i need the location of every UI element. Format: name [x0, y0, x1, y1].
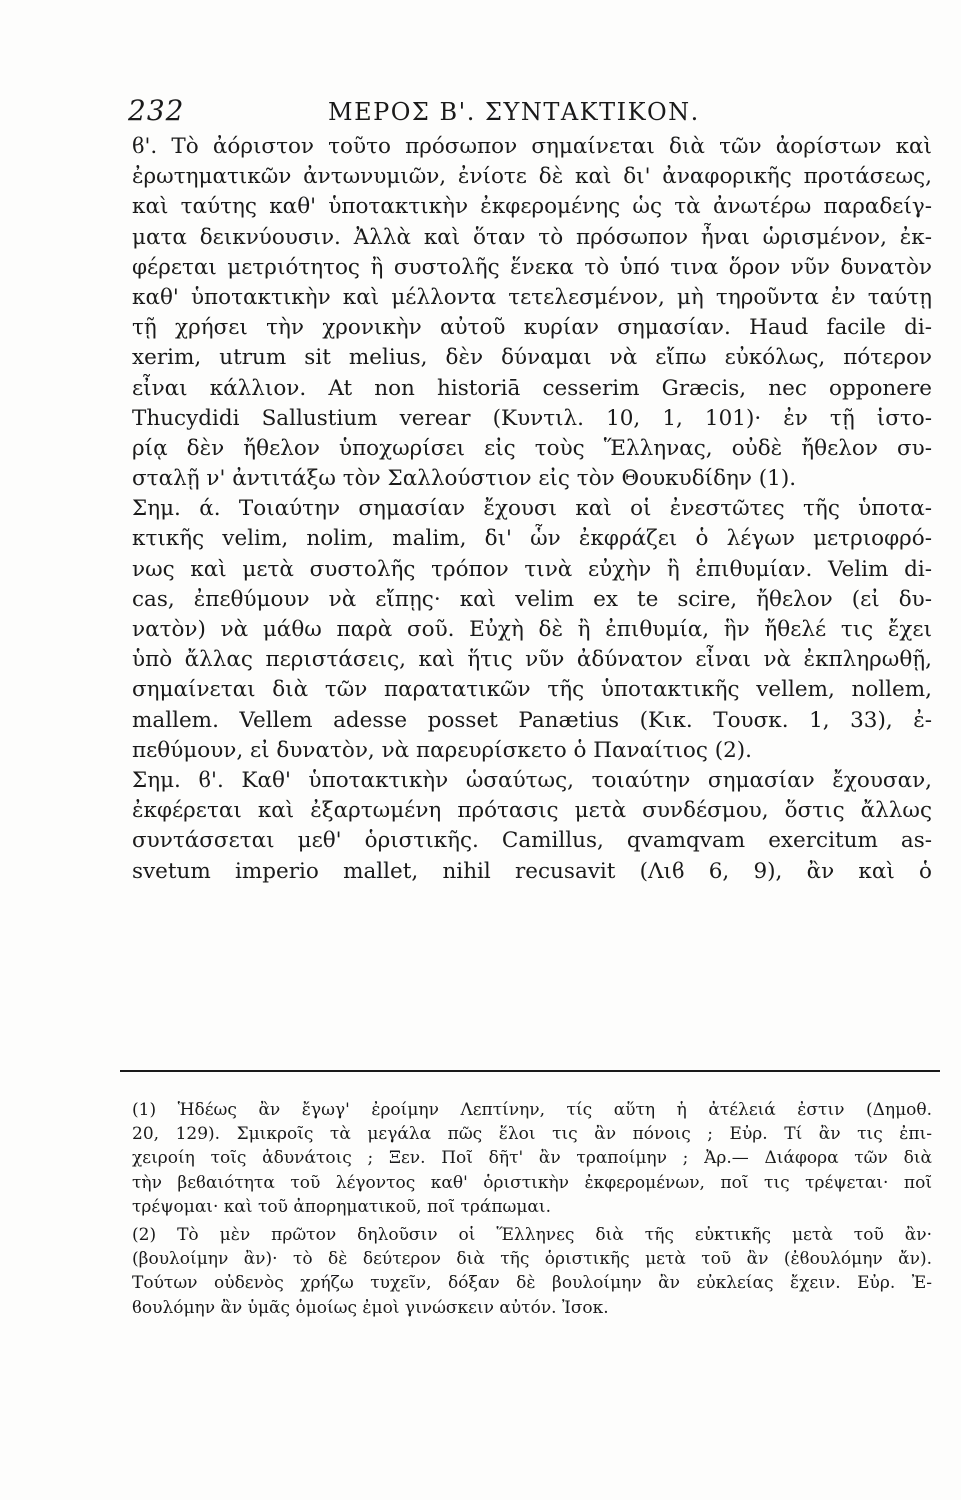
running-title: ΜΕΡΟΣ Β'. ΣΥΝΤΑΚΤΙΚΟΝ. — [328, 98, 700, 126]
text-line: κτικῆς velim, nolim, malim, δι' ὧν ἐκφράζει ὁ λέγων μετριοφρό- — [132, 526, 932, 552]
text-line: ϐ'. Τὸ ἀόριστον τοῦτο πρόσωπον σημαίνεται διὰ τῶν ἀορίστων καὶ — [132, 134, 932, 159]
text-line: σημαίνεται διὰ τῶν παρατατικῶν τῆς ὑποτακτικῆς vellem, nollem, — [132, 677, 932, 703]
footnote-2 — [132, 1223, 932, 1320]
text-line: νως καὶ μετὰ συστολῆς τρόπον τινὰ εὐχὴν ἢ ἐπιθυμίαν. Velim di- — [132, 556, 932, 582]
text-line: φέρεται μετριότητος ἢ συστολῆς ἕνεκα τὸ ὑπό τινα ὅρον νῦν δυνατὸν — [132, 254, 932, 280]
text-line: καθ' ὑποτακτικὴν καὶ μέλλοντα τετελεσμένον, μὴ τηροῦντα ἐν ταύτῃ — [132, 284, 932, 310]
page-header — [128, 94, 938, 134]
main-text — [132, 132, 932, 887]
text-line: σταλῇ ν' ἀντιτάξω τὸν Σαλλούστιον εἰς τὸν Θουκυδίδην (1). — [132, 466, 797, 492]
footnote-line: Τούτων οὐδενὸς χρήζω τυχεῖν, δόξαν δὲ βουλοίμην ἂν εὐκλείας ἔχειν. Εὐρ. Ἐ- — [132, 1273, 932, 1294]
text-line: πεθύμουν, εἰ δυνατὸν, νὰ παρευρίσκετο ὁ Παναίτιος (2). — [132, 737, 753, 763]
text-line: νατὸν) νὰ μάθω παρὰ σοῦ. Εὐχὴ δὲ ἢ ἐπιθυμία, ἣν ἤθελέ τις ἔχει — [132, 617, 932, 642]
text-line: xerim, utrum sit melius, δὲν δύναμαι νὰ εἴπω εὐκόλως, πότερον — [132, 345, 932, 371]
text-line: εἶναι κάλλιον. At non historiā cesserim Græcis, nec opponere — [132, 375, 932, 401]
footnotes — [132, 1098, 932, 1320]
text-line: συντάσσεται μεθ' ὁριστικῆς. Camillus, qvamqvam exercitum as- — [132, 828, 932, 854]
footnote-1 — [132, 1098, 932, 1219]
text-line: Thucydidi Sallustium verear (Κυντιλ. 10, 1, 101)· ἐν τῇ ἱστο- — [132, 405, 932, 431]
page-number: 232 — [128, 94, 185, 127]
text-line: ἐκφέρεται καὶ ἐξαρτωμένη πρότασις μετὰ συνδέσμου, ὅστις ἄλλως — [132, 798, 932, 824]
text-line: τῇ χρήσει τὴν χρονικὴν αὐτοῦ κυρίαν σημασίαν. Haud facile di- — [132, 315, 932, 341]
text-line: ἐρωτηματικῶν ἀντωνυμιῶν, ἐνίοτε δὲ καὶ δι' ἀναφορικῆς προτάσεως, — [132, 164, 932, 190]
footnote-line: (2) Τὸ μὲν πρῶτον δηλοῦσιν οἱ Ἕλληνες διὰ τῆς εὐκτικῆς μετὰ τοῦ ἂν· — [132, 1224, 932, 1245]
footnote-line: (βουλοίμην ἂν)· τὸ δὲ δεύτερον διὰ τῆς ὁριστικῆς μετὰ τοῦ ἂν (ἐϐουλόμην ἄν). — [132, 1249, 932, 1270]
footnote-line: χειροίη τοῖς ἀδυνάτοις ; Ξεν. Ποῖ δῆτ' ἂν τραποίμην ; Ἀρ.— Διάφορα τῶν διὰ — [132, 1148, 932, 1169]
text-line: cas, ἐπεθύμουν νὰ εἴπῃς· καὶ velim ex te scire, ἤθελον (εἰ δυ- — [132, 586, 932, 612]
footnote-line: 20, 129). Σμικροῖς τὰ μεγάλα πῶς ἕλοι τις ἂν πόνοις ; Εὐρ. Τί ἂν τις ἐπι- — [132, 1124, 932, 1145]
footnote-line: (1) Ἡδέως ἂν ἔγωγ' ἐροίμην Λεπτίνην, τίς αὕτη ἡ ἀτέλειά ἐστιν (Δημοθ. — [132, 1100, 932, 1120]
text-line: καὶ ταύτης καθ' ὑποτακτικὴν ἐκφερομένης ὡς τὰ ἀνωτέρω παραδείγ- — [132, 194, 932, 220]
text-line: mallem. Vellem adesse posset Panætius (Κικ. Τουσκ. 1, 33), ἐ- — [132, 707, 932, 733]
text-line: ματα δεικνύουσιν. Ἀλλὰ καὶ ὅταν τὸ πρόσωπον ἦναι ὡρισμένον, ἐκ- — [132, 224, 932, 250]
text-line: Σημ. ά. Τοιαύτην σημασίαν ἔχουσι καὶ οἱ ἐνεστῶτες τῆς ὑποτα- — [132, 496, 932, 522]
footnote-line: τρέψομαι· καὶ τοῦ ἀπορηματικοῦ, ποῖ τράπωμαι. — [132, 1196, 551, 1217]
text-line: Σημ. ϐ'. Καθ' ὑποτακτικὴν ὡσαύτως, τοιαύτην σημασίαν ἔχουσαν, — [132, 767, 932, 793]
text-line: ρίᾳ δὲν ἤθελον ὑποχωρίσει εἰς τοὺς Ἕλληνας, οὐδὲ ἤθελον συ- — [132, 435, 932, 461]
text-line: ὑπὸ ἄλλας περιστάσεις, καὶ ἥτις νῦν ἀδύνατον εἶναι νὰ ἐκπληρωθῇ, — [132, 647, 932, 673]
footnote-line: ϐουλόμην ἂν ὑμᾶς ὁμοίως ἐμοὶ γινώσκειν αὐτόν. Ἰσοκ. — [132, 1297, 609, 1318]
text-line: svetum imperio mallet, nihil recusavit (Λιϐ 6, 9), ἂν καὶ ὁ — [132, 858, 932, 884]
footnote-divider — [120, 1070, 940, 1072]
footnote-line: τὴν βεϐαιότητα τοῦ λέγοντος καθ' ὁριστικὴν ἐκφερομένων, ποῖ τις τρέψεται· ποῖ — [132, 1172, 932, 1193]
